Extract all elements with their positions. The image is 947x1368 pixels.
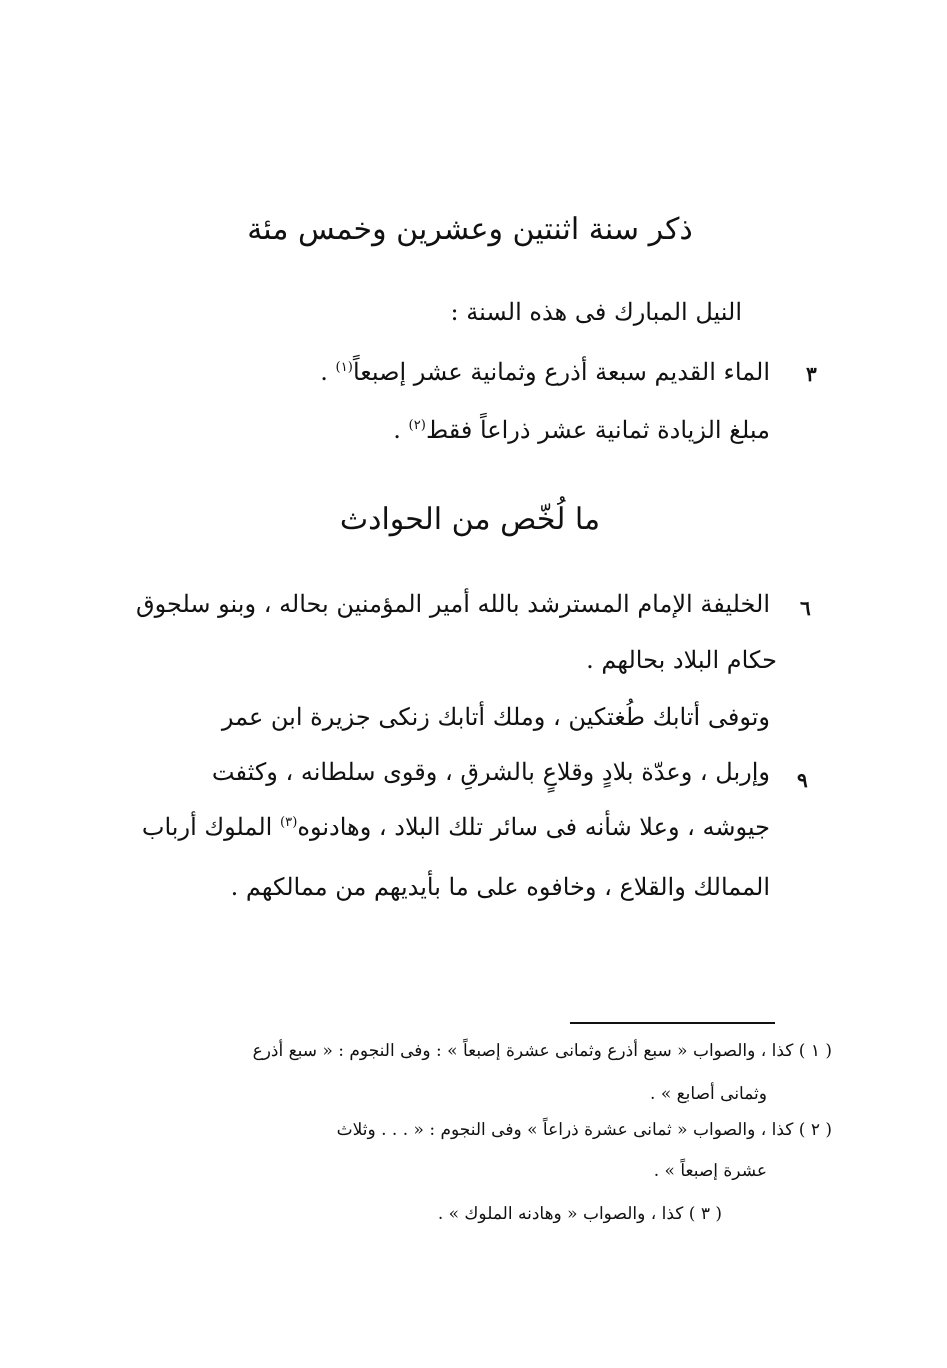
events-line-5-text: جيوشه ، وعلا شأنه فى سائر تلك البلاد ، وهادنوه [297,813,770,841]
footnote-1-line-2: وثمانى أصابع » . [650,1084,767,1104]
footnote-rule [570,1022,775,1024]
increase-text: مبلغ الزيادة ثمانية عشر ذراعاً فقط [425,416,770,444]
events-heading: ما لُخّص من الحوادث [339,502,601,537]
footnote-3-line-1: ( ٣ ) كذا ، والصواب « وهادنه الملوك » . [437,1204,722,1224]
events-line-4: وإربل ، وعدّة بلادٍ وقلاعٍ بالشرقِ ، وقوى سلطانه ، وكثفت [211,758,770,786]
events-line-2: حكام البلاد بحالهم . [586,646,777,674]
margin-number-9: ٩ [797,768,808,792]
footnote-ref-2: (٢) [408,417,426,433]
old-water-text: الماء القديم سبعة أذرع وثمانية عشر إصبعاً [352,358,770,386]
footnote-ref-3: (٣) [279,814,298,830]
nile-intro-line: النيل المبارك فى هذه السنة : [450,298,742,326]
events-line-5-end: الملوك أرباب [141,813,280,841]
events-line-1: الخليفة الإمام المسترشد بالله أمير المؤمنين بحاله ، وبنو سلجوق [135,590,770,618]
increase-line [393,418,770,442]
events-line-5 [142,815,770,839]
margin-number-3: ٣ [806,362,817,386]
old-water-line [320,360,770,384]
footnote-2-line-2: عشرة إصبعاً » . [653,1161,767,1181]
footnote-2-line-1: ( ٢ ) كذا ، والصواب « ثمانى عشرة ذراعاً » وفى النجوم : « . . . وثلاث [336,1120,832,1140]
footnote-1-line-1: ( ١ ) كذا ، والصواب « سبع أذرع وثمانى عشرة إصبعاً » : وفى النجوم : « سبع أذرع [252,1041,832,1061]
events-line-6: الممالك والقلاع ، وخافوه على ما بأيديهم من ممالكهم . [230,873,770,901]
footnote-ref-1: (١) [335,359,353,375]
old-water-end: . [320,358,336,386]
increase-end: . [393,416,409,444]
year-heading: ذكر سنة اثنتين وعشرين وخمس مئة [247,212,693,247]
events-line-3: وتوفى أتابك طُغتكين ، وملك أتابك زنكى جزيرة ابن عمر [221,703,770,731]
margin-number-6: ٦ [800,596,811,620]
